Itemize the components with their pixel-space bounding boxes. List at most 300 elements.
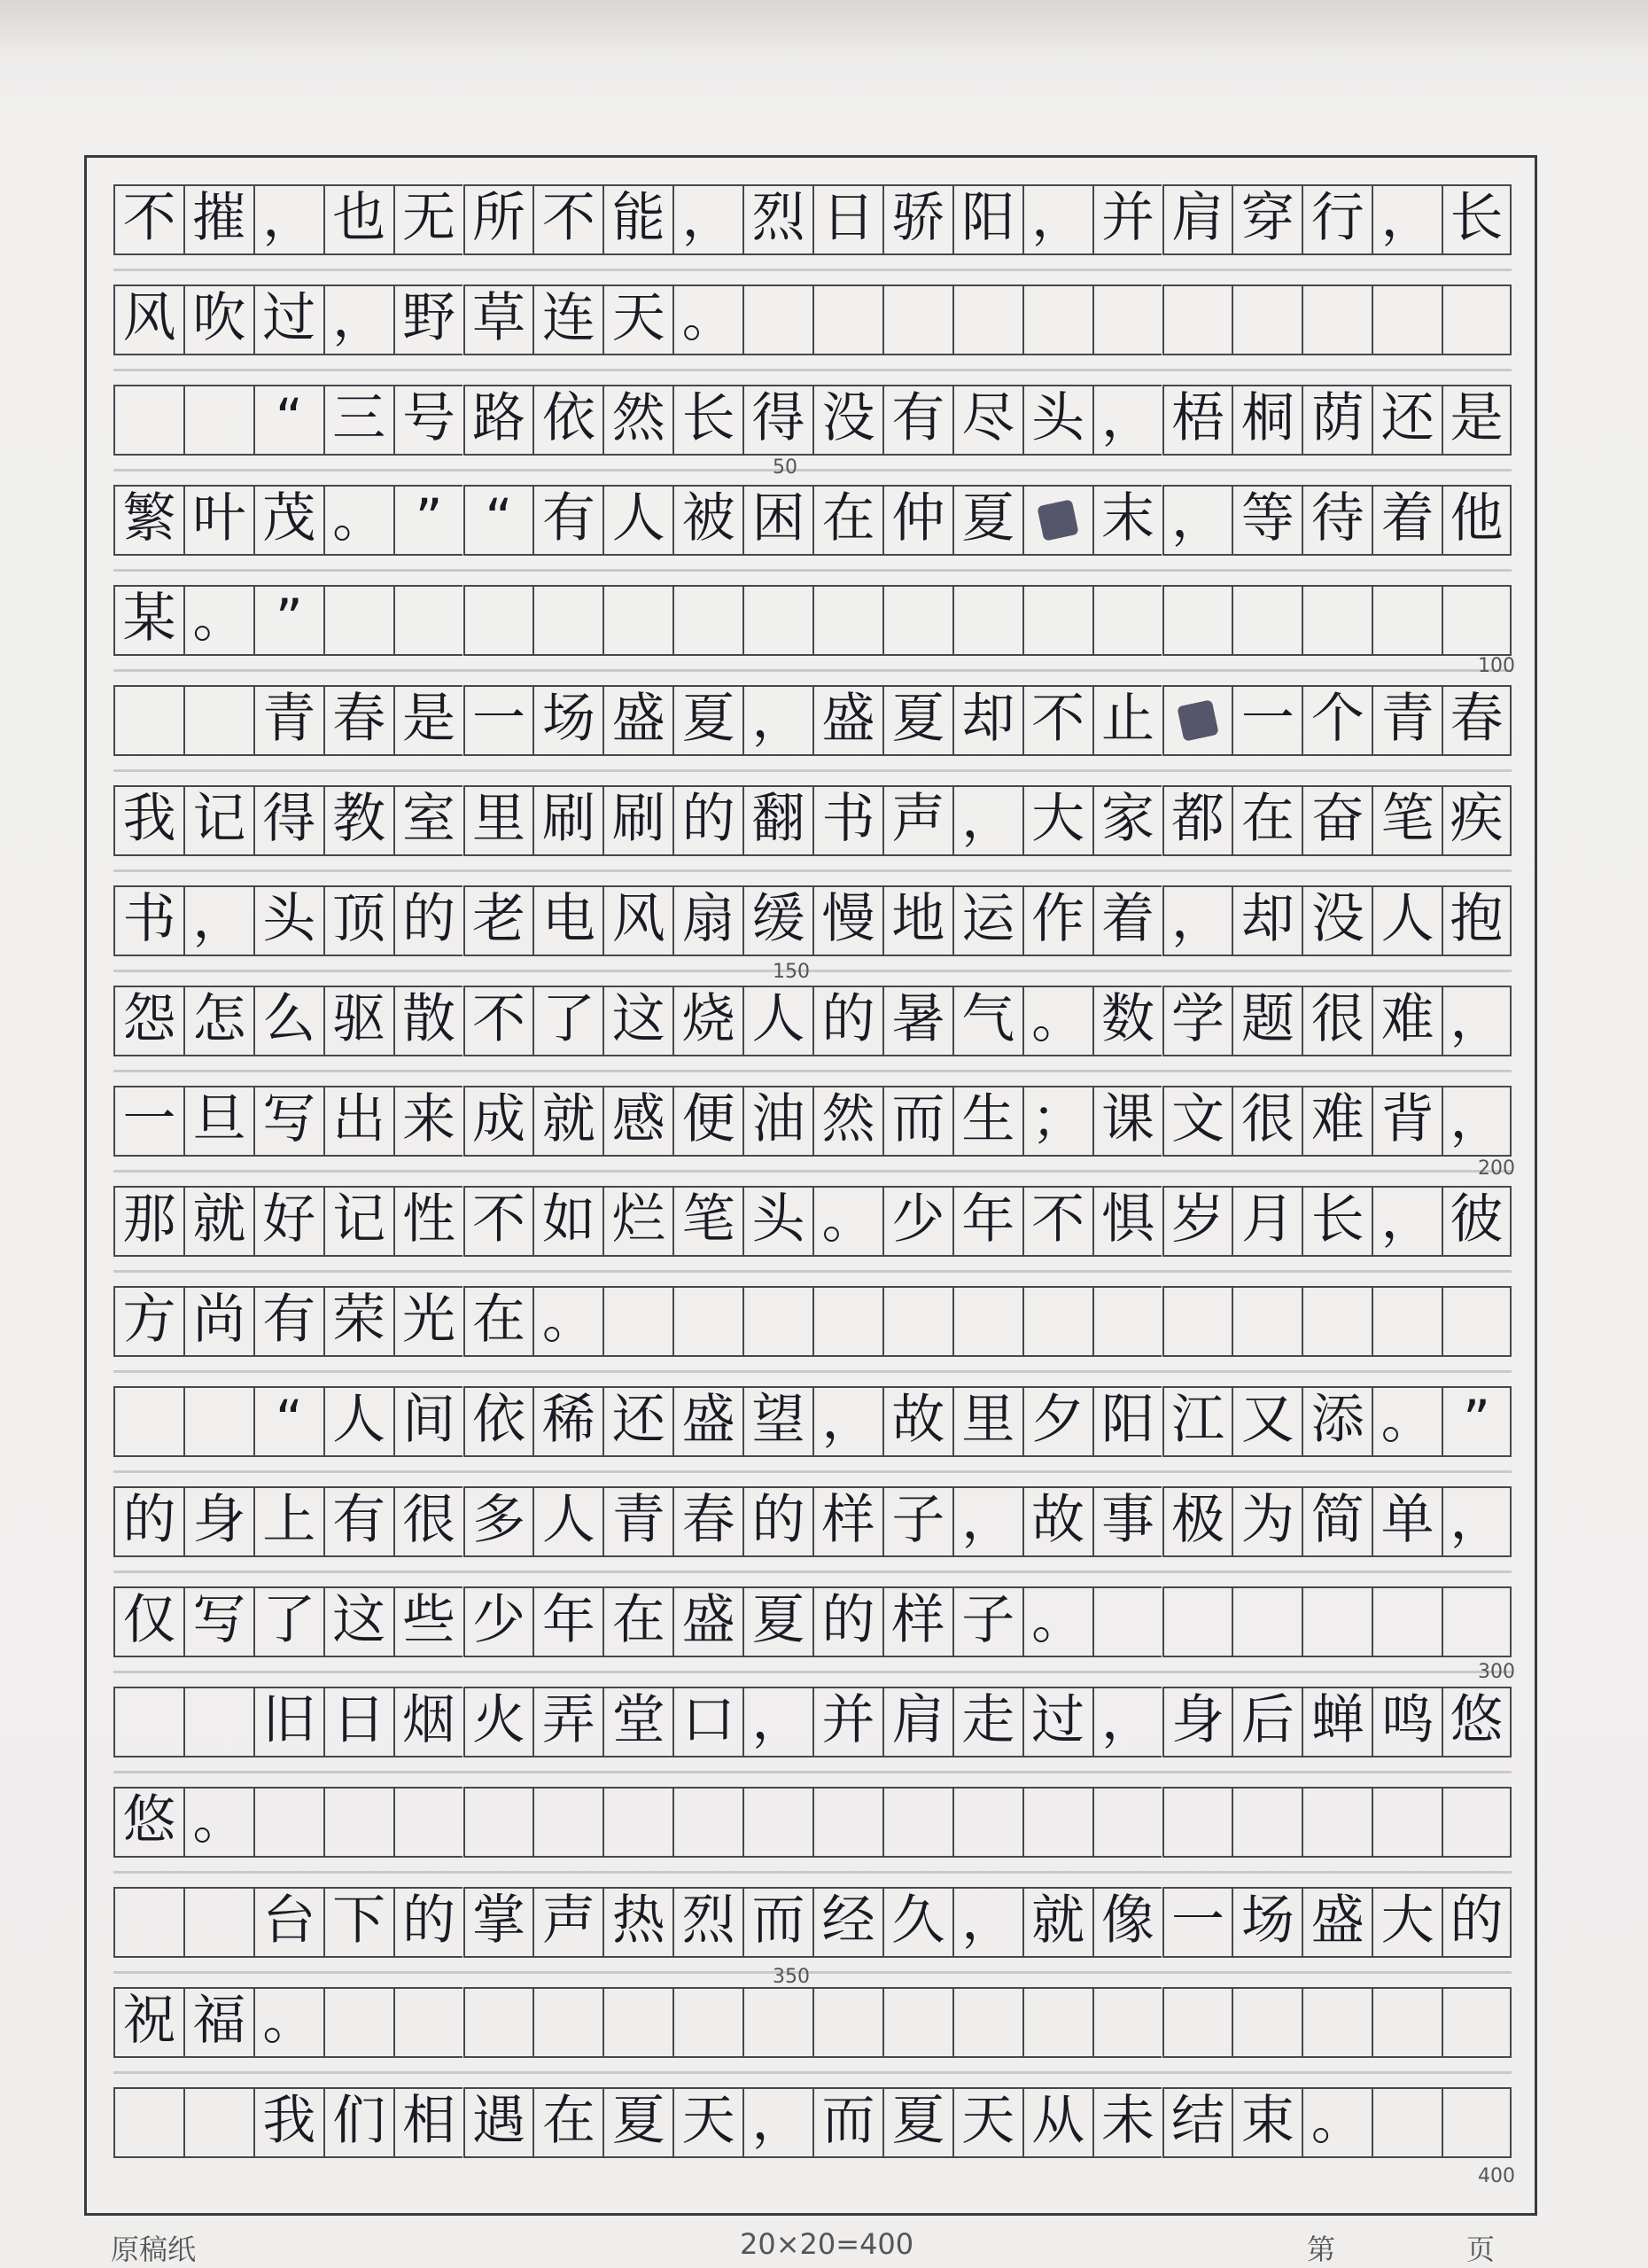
count-marker-350: 350 <box>773 1966 810 1988</box>
handwritten-character: 散 <box>402 988 456 1050</box>
grid-cell <box>323 184 393 255</box>
handwritten-character: 很 <box>1310 988 1364 1050</box>
grid-cell <box>393 1086 463 1157</box>
handwritten-character: 得 <box>751 387 805 449</box>
grid-cell <box>253 885 323 956</box>
handwritten-character: 室 <box>402 788 456 850</box>
grid-cell <box>463 1787 533 1858</box>
handwritten-character: 夏 <box>961 487 1015 549</box>
grid-row <box>113 1286 1512 1357</box>
grid-cell <box>113 284 183 355</box>
grid-cell <box>393 885 463 956</box>
grid-cell <box>323 1486 393 1557</box>
grid-cell <box>183 284 253 355</box>
handwritten-character: 成 <box>471 1088 525 1150</box>
handwritten-character: 。 <box>192 1789 246 1851</box>
handwritten-character: 能 <box>611 187 665 249</box>
grid-cell <box>532 1687 602 1758</box>
grid-cell <box>113 1887 183 1958</box>
grid-cell <box>1302 785 1372 856</box>
handwritten-character: 人 <box>1380 888 1434 950</box>
grid-cell <box>1232 1486 1302 1557</box>
grid-cell <box>113 1787 183 1858</box>
grid-cell <box>463 485 533 556</box>
grid-cell <box>1232 184 1302 255</box>
grid-cell <box>1092 885 1162 956</box>
grid-cell <box>672 1286 742 1357</box>
grid-cell <box>1302 485 1372 556</box>
grid-cell <box>1092 1086 1162 1157</box>
handwritten-character: 春 <box>332 688 386 750</box>
handwritten-character: 感 <box>611 1088 665 1150</box>
handwritten-character: 口 <box>681 1689 735 1751</box>
handwritten-character: 草 <box>471 287 525 349</box>
grid-cell <box>183 1186 253 1257</box>
handwritten-character: 添 <box>1310 1389 1364 1451</box>
crossed-out-mark <box>1177 699 1218 741</box>
grid-cell <box>393 1787 463 1858</box>
handwritten-character: ， <box>1101 387 1155 449</box>
handwritten-character: 驱 <box>332 988 386 1050</box>
handwritten-character: 。 <box>681 287 735 349</box>
handwritten-character: 就 <box>192 1189 246 1251</box>
grid-cell <box>602 1286 672 1357</box>
grid-cell <box>1162 1286 1232 1357</box>
grid-cell <box>602 885 672 956</box>
grid-cell <box>1232 1586 1302 1657</box>
handwritten-character: 过 <box>262 287 316 349</box>
grid-cell <box>1092 1586 1162 1657</box>
handwritten-character: “ <box>275 387 303 449</box>
grid-cell <box>1022 585 1092 656</box>
grid-cell <box>1022 1286 1092 1357</box>
handwritten-character: 这 <box>611 988 665 1050</box>
grid-cell <box>1302 885 1372 956</box>
grid-cell <box>812 785 882 856</box>
grid-cell <box>1372 1787 1442 1858</box>
count-marker-200: 200 <box>1478 1157 1515 1180</box>
grid-cell <box>183 1787 253 1858</box>
handwritten-character: 摧 <box>192 187 246 249</box>
grid-cell <box>742 1687 812 1758</box>
row-gap <box>113 1570 1512 1573</box>
page-footer <box>0 2220 1648 2268</box>
grid-cell <box>183 385 253 456</box>
grid-cell <box>532 1186 602 1257</box>
grid-cell <box>183 1887 253 1958</box>
handwritten-character: 都 <box>1170 788 1224 850</box>
handwritten-character: 悠 <box>1450 1689 1504 1751</box>
grid-cell <box>1022 1987 1092 2058</box>
grid-cell <box>1302 385 1372 456</box>
grid-cell <box>602 1186 672 1257</box>
handwritten-character: 缓 <box>751 888 805 950</box>
handwritten-character: ” <box>415 487 443 549</box>
handwritten-character: ， <box>751 2090 805 2152</box>
handwritten-character: 记 <box>332 1189 386 1251</box>
handwritten-character: 气 <box>961 988 1015 1050</box>
handwritten-character: 来 <box>402 1088 456 1150</box>
handwritten-character: 题 <box>1240 988 1294 1050</box>
grid-cell <box>532 2087 602 2158</box>
handwritten-character: 写 <box>192 1589 246 1651</box>
handwritten-character: 福 <box>192 1990 246 2052</box>
handwritten-character: 荫 <box>1310 387 1364 449</box>
grid-cell <box>1302 1486 1372 1557</box>
grid-cell <box>882 284 952 355</box>
grid-row <box>113 986 1512 1056</box>
grid-cell <box>742 385 812 456</box>
grid-cell <box>1302 1887 1372 1958</box>
grid-cell <box>1092 1186 1162 1257</box>
grid-cell <box>742 1486 812 1557</box>
handwritten-character: 青 <box>1380 688 1434 750</box>
handwritten-character: 头 <box>751 1189 805 1251</box>
row-gap <box>113 1871 1512 1874</box>
grid-cell <box>1442 1687 1512 1758</box>
grid-cell <box>1232 485 1302 556</box>
grid-cell <box>1372 685 1442 756</box>
grid-cell <box>532 385 602 456</box>
grid-row <box>113 485 1512 556</box>
handwritten-character: 里 <box>961 1389 1015 1451</box>
handwritten-character: ， <box>1101 1689 1155 1751</box>
grid-row <box>113 1586 1512 1657</box>
grid-cell <box>952 1887 1022 1958</box>
handwritten-character: 事 <box>1101 1489 1155 1551</box>
handwritten-character: 简 <box>1310 1489 1364 1551</box>
handwritten-character: 的 <box>821 1589 875 1651</box>
handwritten-character: 样 <box>821 1489 875 1551</box>
grid-cell <box>1092 1987 1162 2058</box>
grid-cell <box>1162 685 1232 756</box>
handwritten-character: 春 <box>681 1489 735 1551</box>
handwritten-character: 蝉 <box>1310 1689 1364 1751</box>
row-gap <box>113 569 1512 572</box>
grid-cell <box>1092 986 1162 1056</box>
handwritten-character: 地 <box>891 888 945 950</box>
grid-cell <box>113 1086 183 1157</box>
handwritten-character: 所 <box>471 187 525 249</box>
grid-cell <box>1372 2087 1442 2158</box>
handwritten-character: 那 <box>122 1189 176 1251</box>
grid-cell <box>393 1286 463 1357</box>
grid-cell <box>113 685 183 756</box>
manuscript-grid-sheet <box>84 155 1537 2216</box>
grid-cell <box>532 986 602 1056</box>
handwritten-character: 人 <box>332 1389 386 1451</box>
grid-cell <box>952 2087 1022 2158</box>
grid-cell <box>882 685 952 756</box>
handwritten-character: 夕 <box>1031 1389 1085 1451</box>
handwritten-character: 的 <box>402 1890 456 1952</box>
grid-cell <box>1302 685 1372 756</box>
grid-cell <box>323 1186 393 1257</box>
grid-cell <box>602 2087 672 2158</box>
handwritten-character: 单 <box>1380 1489 1434 1551</box>
handwritten-character: 这 <box>332 1589 386 1651</box>
handwritten-character: 无 <box>402 187 456 249</box>
handwritten-character: 顶 <box>332 888 386 950</box>
handwritten-character: 有 <box>262 1289 316 1351</box>
grid-cell <box>113 1186 183 1257</box>
grid-cell <box>1372 1987 1442 2058</box>
grid-cell <box>1302 1186 1372 1257</box>
handwritten-character: 子 <box>961 1589 1015 1651</box>
handwritten-character: 路 <box>471 387 525 449</box>
grid-cell <box>742 184 812 255</box>
handwritten-character: 一 <box>122 1088 176 1150</box>
handwritten-character: 难 <box>1310 1088 1364 1150</box>
handwritten-character: 祝 <box>122 1990 176 2052</box>
handwritten-character: “ <box>485 487 513 549</box>
handwritten-character: 书 <box>821 788 875 850</box>
handwritten-character: 被 <box>681 487 735 549</box>
grid-cell <box>393 184 463 255</box>
handwritten-character: 烂 <box>611 1189 665 1251</box>
grid-cell <box>183 1987 253 2058</box>
grid-cell <box>393 485 463 556</box>
handwritten-character: 就 <box>1031 1890 1085 1952</box>
grid-cell <box>1162 1687 1232 1758</box>
grid-cell <box>113 986 183 1056</box>
grid-cell <box>323 385 393 456</box>
grid-cell <box>253 485 323 556</box>
handwritten-character: ， <box>1450 1489 1504 1551</box>
grid-cell <box>602 785 672 856</box>
handwritten-character: 么 <box>262 988 316 1050</box>
grid-cell <box>952 1987 1022 2058</box>
grid-cell <box>1302 1586 1372 1657</box>
handwritten-character: 在 <box>1240 788 1294 850</box>
handwritten-character: 在 <box>541 2090 595 2152</box>
grid-cell <box>1022 184 1092 255</box>
grid-cell <box>1162 986 1232 1056</box>
grid-cell <box>1162 485 1232 556</box>
row-gap <box>113 1370 1512 1373</box>
handwritten-character: ， <box>751 688 805 750</box>
handwritten-character: 暑 <box>891 988 945 1050</box>
grid-cell <box>1162 1586 1232 1657</box>
grid-cell <box>1022 885 1092 956</box>
handwritten-character: ， <box>1170 487 1224 549</box>
grid-cell <box>1442 1987 1512 2058</box>
grid-cell <box>1092 785 1162 856</box>
grid-cell <box>1442 1887 1512 1958</box>
handwritten-character: 有 <box>332 1489 386 1551</box>
grid-cell <box>1442 685 1512 756</box>
handwritten-character: 的 <box>681 788 735 850</box>
grid-cell <box>742 1386 812 1457</box>
grid-cell <box>463 284 533 355</box>
handwritten-character: 夏 <box>751 1589 805 1651</box>
grid-cell <box>253 284 323 355</box>
handwritten-character: 怨 <box>122 988 176 1050</box>
handwritten-character: 的 <box>1450 1890 1504 1952</box>
handwritten-character: 肩 <box>891 1689 945 1751</box>
grid-cell <box>1302 1987 1372 2058</box>
grid-cell <box>1092 685 1162 756</box>
grid-cell <box>1022 685 1092 756</box>
grid-cell <box>672 685 742 756</box>
grid-cell <box>1232 1887 1302 1958</box>
handwritten-character: 的 <box>751 1489 805 1551</box>
grid-cell <box>113 2087 183 2158</box>
grid-cell <box>1232 1987 1302 2058</box>
handwritten-character: 是 <box>402 688 456 750</box>
grid-cell <box>463 885 533 956</box>
grid-cell <box>812 184 882 255</box>
grid-cell <box>463 1887 533 1958</box>
grid-cell <box>882 885 952 956</box>
grid-cell <box>672 184 742 255</box>
grid-cell <box>1162 785 1232 856</box>
handwritten-character: 走 <box>961 1689 1015 1751</box>
handwritten-character: 我 <box>122 788 176 850</box>
grid-cell <box>882 1186 952 1257</box>
grid-cell <box>882 1386 952 1457</box>
grid-cell <box>952 1386 1022 1457</box>
grid-cell <box>1372 184 1442 255</box>
handwritten-character: 。 <box>1380 1389 1434 1451</box>
handwritten-character: 得 <box>262 788 316 850</box>
grid-cell <box>742 1887 812 1958</box>
grid-cell <box>323 1386 393 1457</box>
handwritten-character: 。 <box>192 588 246 650</box>
grid-cell <box>1022 1687 1092 1758</box>
grid-cell <box>602 1386 672 1457</box>
handwritten-character: 是 <box>1450 387 1504 449</box>
handwritten-character: ， <box>751 1689 805 1751</box>
handwritten-character: 束 <box>1240 2090 1294 2152</box>
handwritten-character: 性 <box>402 1189 456 1251</box>
handwritten-character: 出 <box>332 1088 386 1150</box>
grid-cell <box>463 1086 533 1157</box>
handwritten-character: 肩 <box>1170 187 1224 249</box>
handwritten-character: 从 <box>1031 2090 1085 2152</box>
grid-cell <box>253 986 323 1056</box>
grid-row <box>113 1787 1512 1858</box>
grid-cell <box>602 1987 672 2058</box>
handwritten-character: 在 <box>821 487 875 549</box>
handwritten-character: 掌 <box>471 1890 525 1952</box>
grid-spec: 20×20=400 <box>740 2227 914 2261</box>
grid-cell <box>1162 385 1232 456</box>
grid-cell <box>952 585 1022 656</box>
handwritten-character: 盛 <box>611 688 665 750</box>
handwritten-character: 旧 <box>262 1689 316 1751</box>
handwritten-character: 们 <box>332 2090 386 2152</box>
grid-cell <box>1372 885 1442 956</box>
grid-cell <box>1092 385 1162 456</box>
grid-cell <box>812 1586 882 1657</box>
handwritten-character: 为 <box>1240 1489 1294 1551</box>
handwritten-character: ， <box>262 187 316 249</box>
handwritten-character: 便 <box>681 1088 735 1150</box>
handwritten-character: 叶 <box>192 487 246 549</box>
grid-row <box>113 1186 1512 1257</box>
grid-cell <box>1372 284 1442 355</box>
grid-row <box>113 1086 1512 1157</box>
grid-cell <box>1232 1186 1302 1257</box>
handwritten-character: 行 <box>1310 187 1364 249</box>
grid-cell <box>742 1086 812 1157</box>
page-number-suffix: 页 <box>1466 2233 1496 2266</box>
handwritten-character: 而 <box>821 2090 875 2152</box>
grid-cell <box>532 885 602 956</box>
grid-cell <box>1022 1186 1092 1257</box>
handwritten-character: ， <box>961 788 1015 850</box>
grid-cell <box>393 2087 463 2158</box>
grid-cell <box>952 284 1022 355</box>
handwritten-character: 故 <box>891 1389 945 1451</box>
handwritten-character: 老 <box>471 888 525 950</box>
handwritten-character: ” <box>275 588 303 650</box>
handwritten-character: 风 <box>611 888 665 950</box>
grid-cell <box>1232 585 1302 656</box>
grid-cell <box>1232 284 1302 355</box>
handwritten-character: 好 <box>262 1189 316 1251</box>
grid-cell <box>1162 585 1232 656</box>
grid-cell <box>882 385 952 456</box>
row-gap <box>113 1170 1512 1173</box>
grid-cell <box>1442 485 1512 556</box>
row-gap <box>113 2071 1512 2074</box>
grid-cell <box>1232 885 1302 956</box>
handwritten-character: 烧 <box>681 988 735 1050</box>
handwritten-character: 不 <box>1031 1189 1085 1251</box>
grid-cell <box>532 785 602 856</box>
handwritten-character: 有 <box>891 387 945 449</box>
handwritten-character: ， <box>1380 187 1434 249</box>
grid-cell <box>532 1987 602 2058</box>
grid-cell <box>183 1286 253 1357</box>
grid-cell <box>952 1086 1022 1157</box>
handwritten-character: 着 <box>1380 487 1434 549</box>
grid-cell <box>952 1787 1022 1858</box>
grid-cell <box>882 184 952 255</box>
grid-cell <box>812 2087 882 2158</box>
grid-cell <box>882 1687 952 1758</box>
grid-cell <box>1442 785 1512 856</box>
handwritten-character: 笔 <box>1380 788 1434 850</box>
handwritten-character: 生 <box>961 1088 1015 1150</box>
grid-cell <box>672 1486 742 1557</box>
grid-cell <box>1232 685 1302 756</box>
handwritten-character: 极 <box>1170 1489 1224 1551</box>
handwritten-character: 依 <box>541 387 595 449</box>
grid-cell <box>812 1386 882 1457</box>
grid-cell <box>253 785 323 856</box>
grid-cell <box>1022 1586 1092 1657</box>
handwritten-character: 尚 <box>192 1289 246 1351</box>
handwritten-character: ， <box>1450 988 1504 1050</box>
grid-cell <box>1442 1186 1512 1257</box>
handwritten-character: 过 <box>1031 1689 1085 1751</box>
grid-cell <box>952 885 1022 956</box>
grid-cell <box>1232 385 1302 456</box>
handwritten-character: 久 <box>891 1890 945 1952</box>
grid-cell <box>672 1186 742 1257</box>
grid-cell <box>1162 2087 1232 2158</box>
grid-cell <box>602 1787 672 1858</box>
grid-cell <box>463 2087 533 2158</box>
handwritten-character: 然 <box>821 1088 875 1150</box>
handwritten-character: 天 <box>681 2090 735 2152</box>
grid-cell <box>882 1286 952 1357</box>
grid-cell <box>113 1586 183 1657</box>
grid-cell <box>1092 1787 1162 1858</box>
